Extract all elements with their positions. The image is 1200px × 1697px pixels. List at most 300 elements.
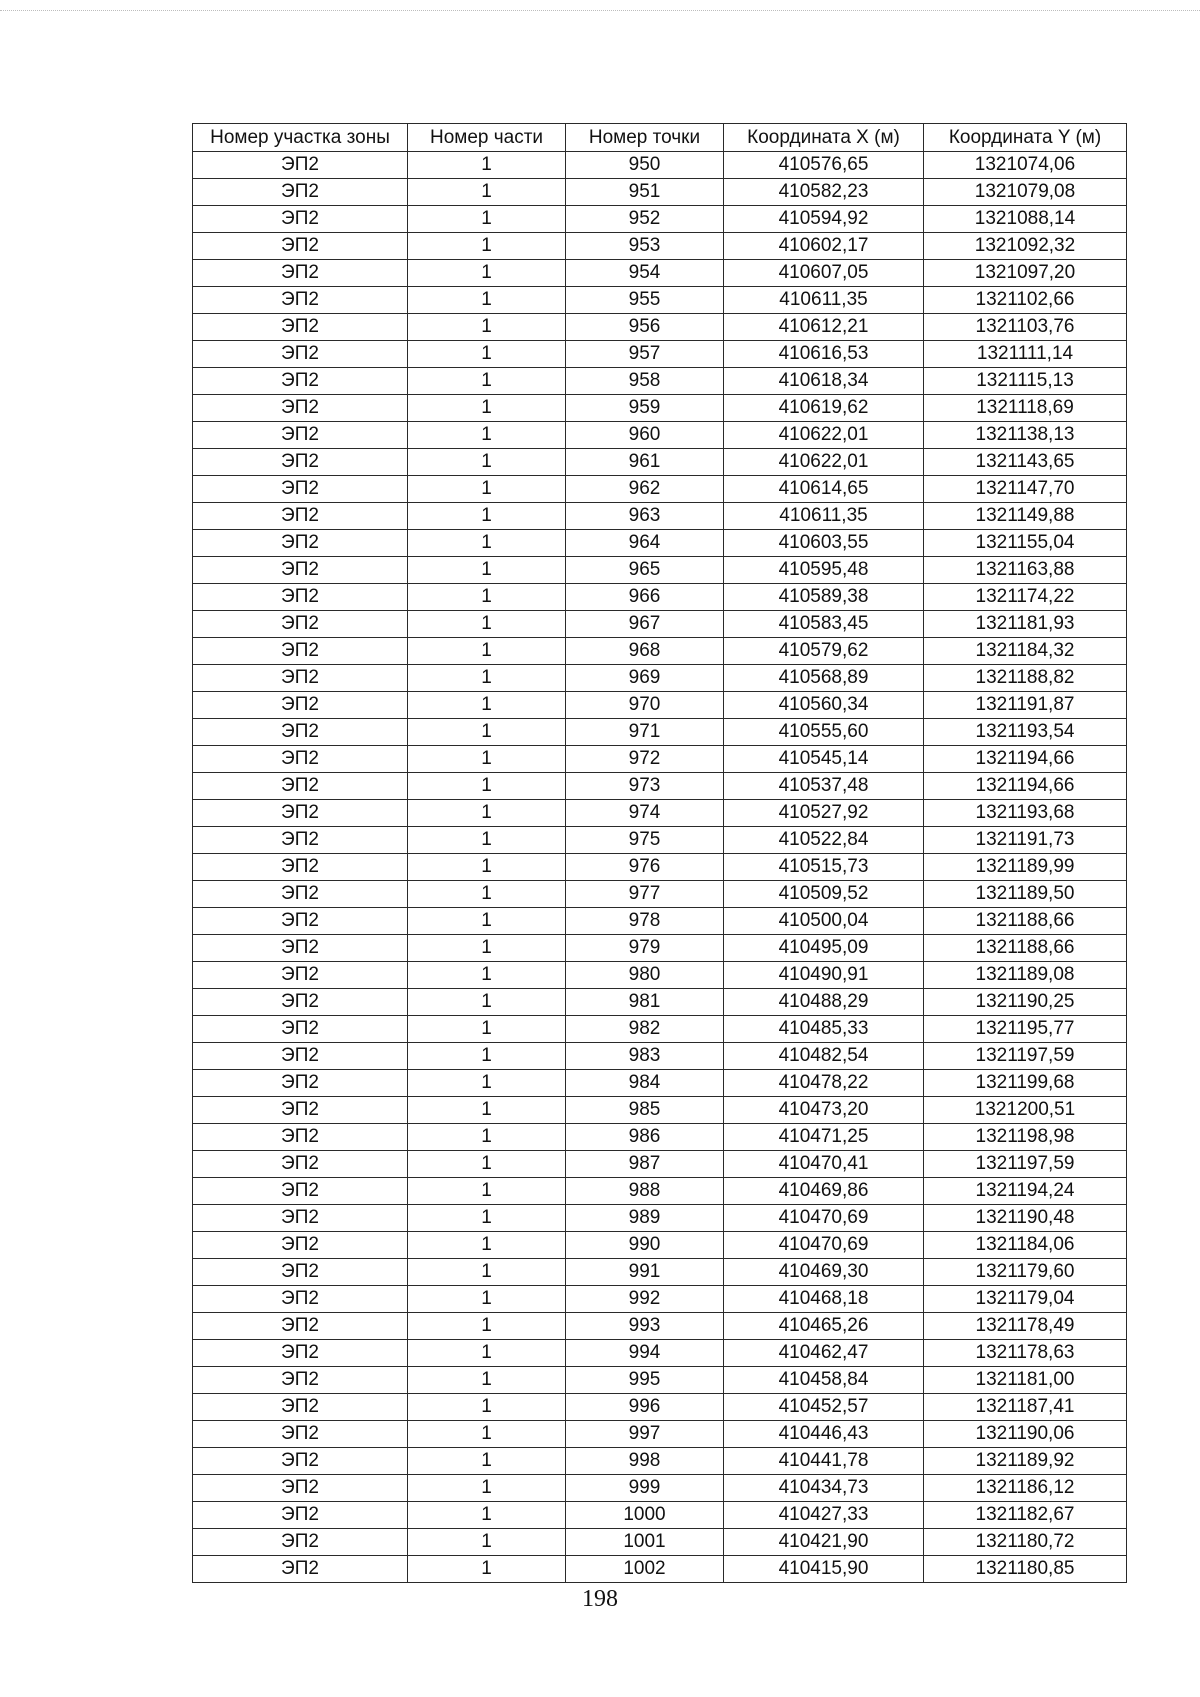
table-row bbox=[193, 1232, 1127, 1259]
zone-section-cell: ЭП2 bbox=[193, 503, 408, 530]
zone-section-cell: ЭП2 bbox=[193, 449, 408, 476]
table-row bbox=[193, 1151, 1127, 1178]
zone-section-cell: ЭП2 bbox=[193, 1313, 408, 1340]
coordinate-y-cell: 1321155,04 bbox=[924, 530, 1127, 557]
table-row bbox=[193, 1124, 1127, 1151]
coordinate-y-cell: 1321197,59 bbox=[924, 1043, 1127, 1070]
coordinate-x-cell: 410527,92 bbox=[724, 800, 924, 827]
coordinate-y-cell: 1321186,12 bbox=[924, 1475, 1127, 1502]
table-row bbox=[193, 1475, 1127, 1502]
part-number-cell: 1 bbox=[408, 422, 566, 449]
coordinate-x-cell: 410415,90 bbox=[724, 1556, 924, 1583]
table-row bbox=[193, 584, 1127, 611]
zone-section-cell: ЭП2 bbox=[193, 746, 408, 773]
point-number-cell: 999 bbox=[566, 1475, 724, 1502]
zone-section-cell: ЭП2 bbox=[193, 1367, 408, 1394]
coordinate-x-cell: 410421,90 bbox=[724, 1529, 924, 1556]
coordinate-x-cell: 410470,69 bbox=[724, 1232, 924, 1259]
coordinate-y-cell: 1321199,68 bbox=[924, 1070, 1127, 1097]
coordinate-x-cell: 410622,01 bbox=[724, 449, 924, 476]
coordinate-x-cell: 410469,30 bbox=[724, 1259, 924, 1286]
point-number-cell: 961 bbox=[566, 449, 724, 476]
zone-section-cell: ЭП2 bbox=[193, 1502, 408, 1529]
part-number-cell: 1 bbox=[408, 1313, 566, 1340]
coordinate-y-cell: 1321111,14 bbox=[924, 341, 1127, 368]
zone-section-cell: ЭП2 bbox=[193, 827, 408, 854]
point-number-cell: 970 bbox=[566, 692, 724, 719]
part-number-cell: 1 bbox=[408, 773, 566, 800]
point-number-cell: 993 bbox=[566, 1313, 724, 1340]
coordinate-y-header: Координата Y (м) bbox=[924, 124, 1127, 152]
table-row bbox=[193, 1556, 1127, 1583]
coordinate-y-cell: 1321178,63 bbox=[924, 1340, 1127, 1367]
point-number-cell: 973 bbox=[566, 773, 724, 800]
point-number-cell: 983 bbox=[566, 1043, 724, 1070]
table-row bbox=[193, 665, 1127, 692]
zone-section-cell: ЭП2 bbox=[193, 1529, 408, 1556]
coordinate-y-cell: 1321193,68 bbox=[924, 800, 1127, 827]
point-number-cell: 959 bbox=[566, 395, 724, 422]
coordinate-y-cell: 1321092,32 bbox=[924, 233, 1127, 260]
part-number-cell: 1 bbox=[408, 1151, 566, 1178]
part-number-cell: 1 bbox=[408, 1259, 566, 1286]
coordinate-x-cell: 410509,52 bbox=[724, 881, 924, 908]
point-number-cell: 971 bbox=[566, 719, 724, 746]
coordinate-x-cell: 410495,09 bbox=[724, 935, 924, 962]
part-number-cell: 1 bbox=[408, 665, 566, 692]
point-number-cell: 1001 bbox=[566, 1529, 724, 1556]
point-number-cell: 977 bbox=[566, 881, 724, 908]
coordinate-x-cell: 410603,55 bbox=[724, 530, 924, 557]
part-number-cell: 1 bbox=[408, 557, 566, 584]
scan-edge-line bbox=[0, 10, 1200, 11]
point-number-cell: 978 bbox=[566, 908, 724, 935]
zone-section-cell: ЭП2 bbox=[193, 395, 408, 422]
coordinate-x-cell: 410583,45 bbox=[724, 611, 924, 638]
coordinate-y-cell: 1321189,08 bbox=[924, 962, 1127, 989]
coordinate-x-cell: 410468,18 bbox=[724, 1286, 924, 1313]
coordinate-y-cell: 1321190,48 bbox=[924, 1205, 1127, 1232]
part-number-cell: 1 bbox=[408, 1421, 566, 1448]
coordinate-y-cell: 1321178,49 bbox=[924, 1313, 1127, 1340]
coordinate-x-cell: 410616,53 bbox=[724, 341, 924, 368]
coordinate-x-cell: 410607,05 bbox=[724, 260, 924, 287]
coordinate-x-cell: 410473,20 bbox=[724, 1097, 924, 1124]
coordinate-x-cell: 410427,33 bbox=[724, 1502, 924, 1529]
zone-section-cell: ЭП2 bbox=[193, 1124, 408, 1151]
coordinate-x-cell: 410434,73 bbox=[724, 1475, 924, 1502]
point-number-cell: 951 bbox=[566, 179, 724, 206]
table-row bbox=[193, 908, 1127, 935]
part-number-cell: 1 bbox=[408, 854, 566, 881]
zone-section-cell: ЭП2 bbox=[193, 1448, 408, 1475]
point-number-cell: 972 bbox=[566, 746, 724, 773]
coordinate-x-cell: 410515,73 bbox=[724, 854, 924, 881]
part-number-cell: 1 bbox=[408, 935, 566, 962]
coordinate-x-cell: 410595,48 bbox=[724, 557, 924, 584]
point-number-cell: 955 bbox=[566, 287, 724, 314]
table-row bbox=[193, 611, 1127, 638]
part-number-cell: 1 bbox=[408, 881, 566, 908]
table-row bbox=[193, 179, 1127, 206]
coordinate-x-cell: 410488,29 bbox=[724, 989, 924, 1016]
zone-section-cell: ЭП2 bbox=[193, 314, 408, 341]
point-number-cell: 965 bbox=[566, 557, 724, 584]
table-row bbox=[193, 1097, 1127, 1124]
coordinate-x-cell: 410537,48 bbox=[724, 773, 924, 800]
point-number-cell: 967 bbox=[566, 611, 724, 638]
table-row bbox=[193, 1286, 1127, 1313]
coordinate-y-cell: 1321181,93 bbox=[924, 611, 1127, 638]
coordinate-x-cell: 410500,04 bbox=[724, 908, 924, 935]
part-number-cell: 1 bbox=[408, 1097, 566, 1124]
zone-section-cell: ЭП2 bbox=[193, 665, 408, 692]
part-number-cell: 1 bbox=[408, 206, 566, 233]
point-number-cell: 962 bbox=[566, 476, 724, 503]
zone-section-cell: ЭП2 bbox=[193, 800, 408, 827]
coordinate-x-cell: 410478,22 bbox=[724, 1070, 924, 1097]
zone-section-cell: ЭП2 bbox=[193, 773, 408, 800]
zone-section-cell: ЭП2 bbox=[193, 1394, 408, 1421]
part-number-cell: 1 bbox=[408, 287, 566, 314]
table-row bbox=[193, 1394, 1127, 1421]
header-row bbox=[193, 124, 1127, 152]
point-number-cell: 952 bbox=[566, 206, 724, 233]
part-number-cell: 1 bbox=[408, 1502, 566, 1529]
point-number-header: Номер точки bbox=[566, 124, 724, 152]
part-number-cell: 1 bbox=[408, 1340, 566, 1367]
coordinate-y-cell: 1321190,25 bbox=[924, 989, 1127, 1016]
point-number-cell: 994 bbox=[566, 1340, 724, 1367]
coordinate-y-cell: 1321179,04 bbox=[924, 1286, 1127, 1313]
zone-section-cell: ЭП2 bbox=[193, 1205, 408, 1232]
coordinate-x-cell: 410614,65 bbox=[724, 476, 924, 503]
zone-section-cell: ЭП2 bbox=[193, 476, 408, 503]
part-number-cell: 1 bbox=[408, 611, 566, 638]
part-number-cell: 1 bbox=[408, 1286, 566, 1313]
point-number-cell: 960 bbox=[566, 422, 724, 449]
coordinate-y-cell: 1321191,87 bbox=[924, 692, 1127, 719]
part-number-cell: 1 bbox=[408, 152, 566, 179]
zone-section-cell: ЭП2 bbox=[193, 1151, 408, 1178]
table-row bbox=[193, 1448, 1127, 1475]
coordinate-x-cell: 410441,78 bbox=[724, 1448, 924, 1475]
coordinate-y-cell: 1321097,20 bbox=[924, 260, 1127, 287]
part-number-cell: 1 bbox=[408, 1529, 566, 1556]
table-row bbox=[193, 1529, 1127, 1556]
table-row bbox=[193, 449, 1127, 476]
coordinate-x-cell: 410611,35 bbox=[724, 287, 924, 314]
coordinate-y-cell: 1321174,22 bbox=[924, 584, 1127, 611]
coordinate-x-cell: 410555,60 bbox=[724, 719, 924, 746]
zone-section-cell: ЭП2 bbox=[193, 1016, 408, 1043]
coordinate-y-cell: 1321184,06 bbox=[924, 1232, 1127, 1259]
zone-section-cell: ЭП2 bbox=[193, 584, 408, 611]
coordinate-x-cell: 410470,69 bbox=[724, 1205, 924, 1232]
coordinate-y-cell: 1321190,06 bbox=[924, 1421, 1127, 1448]
table-row bbox=[193, 1178, 1127, 1205]
table-row bbox=[193, 395, 1127, 422]
point-number-cell: 989 bbox=[566, 1205, 724, 1232]
coordinate-y-cell: 1321184,32 bbox=[924, 638, 1127, 665]
coordinate-y-cell: 1321189,92 bbox=[924, 1448, 1127, 1475]
part-number-cell: 1 bbox=[408, 692, 566, 719]
table-row bbox=[193, 341, 1127, 368]
coordinate-x-cell: 410576,65 bbox=[724, 152, 924, 179]
part-number-cell: 1 bbox=[408, 1448, 566, 1475]
coordinate-x-cell: 410452,57 bbox=[724, 1394, 924, 1421]
table-row bbox=[193, 476, 1127, 503]
zone-section-cell: ЭП2 bbox=[193, 152, 408, 179]
coordinate-y-cell: 1321194,24 bbox=[924, 1178, 1127, 1205]
part-number-cell: 1 bbox=[408, 638, 566, 665]
part-number-cell: 1 bbox=[408, 1367, 566, 1394]
coordinate-y-cell: 1321188,82 bbox=[924, 665, 1127, 692]
table-row bbox=[193, 233, 1127, 260]
zone-section-cell: ЭП2 bbox=[193, 1556, 408, 1583]
part-number-cell: 1 bbox=[408, 233, 566, 260]
part-number-cell: 1 bbox=[408, 800, 566, 827]
point-number-cell: 975 bbox=[566, 827, 724, 854]
part-number-cell: 1 bbox=[408, 1205, 566, 1232]
coordinates-table bbox=[192, 123, 1127, 1583]
table-row bbox=[193, 827, 1127, 854]
coordinate-x-cell: 410545,14 bbox=[724, 746, 924, 773]
table-row bbox=[193, 962, 1127, 989]
table-row bbox=[193, 989, 1127, 1016]
coordinate-x-cell: 410622,01 bbox=[724, 422, 924, 449]
zone-section-cell: ЭП2 bbox=[193, 1232, 408, 1259]
part-number-cell: 1 bbox=[408, 503, 566, 530]
coordinate-x-cell: 410560,34 bbox=[724, 692, 924, 719]
table-row bbox=[193, 1259, 1127, 1286]
coordinate-y-cell: 1321197,59 bbox=[924, 1151, 1127, 1178]
table-row bbox=[193, 773, 1127, 800]
page-number: 198 bbox=[582, 1586, 618, 1612]
table-row bbox=[193, 719, 1127, 746]
point-number-cell: 950 bbox=[566, 152, 724, 179]
zone-section-cell: ЭП2 bbox=[193, 611, 408, 638]
table-row bbox=[193, 557, 1127, 584]
point-number-cell: 953 bbox=[566, 233, 724, 260]
part-number-cell: 1 bbox=[408, 530, 566, 557]
coordinate-y-cell: 1321149,88 bbox=[924, 503, 1127, 530]
coordinate-y-cell: 1321188,66 bbox=[924, 935, 1127, 962]
part-number-cell: 1 bbox=[408, 827, 566, 854]
coordinate-y-cell: 1321118,69 bbox=[924, 395, 1127, 422]
table-row bbox=[193, 1340, 1127, 1367]
coordinate-y-cell: 1321187,41 bbox=[924, 1394, 1127, 1421]
coordinate-x-cell: 410446,43 bbox=[724, 1421, 924, 1448]
coordinate-y-cell: 1321198,98 bbox=[924, 1124, 1127, 1151]
zone-section-cell: ЭП2 bbox=[193, 719, 408, 746]
table-row bbox=[193, 1502, 1127, 1529]
table-row bbox=[193, 1043, 1127, 1070]
point-number-cell: 1002 bbox=[566, 1556, 724, 1583]
zone-section-header: Номер участка зоны bbox=[193, 124, 408, 152]
part-number-cell: 1 bbox=[408, 1016, 566, 1043]
coordinate-y-cell: 1321138,13 bbox=[924, 422, 1127, 449]
point-number-cell: 979 bbox=[566, 935, 724, 962]
point-number-cell: 997 bbox=[566, 1421, 724, 1448]
coordinate-y-cell: 1321079,08 bbox=[924, 179, 1127, 206]
point-number-cell: 990 bbox=[566, 1232, 724, 1259]
coordinate-y-cell: 1321200,51 bbox=[924, 1097, 1127, 1124]
part-number-cell: 1 bbox=[408, 1394, 566, 1421]
part-number-cell: 1 bbox=[408, 1124, 566, 1151]
point-number-cell: 974 bbox=[566, 800, 724, 827]
table-row bbox=[193, 746, 1127, 773]
part-number-cell: 1 bbox=[408, 962, 566, 989]
zone-section-cell: ЭП2 bbox=[193, 638, 408, 665]
point-number-cell: 966 bbox=[566, 584, 724, 611]
point-number-cell: 969 bbox=[566, 665, 724, 692]
part-number-header: Номер части bbox=[408, 124, 566, 152]
coordinate-x-cell: 410490,91 bbox=[724, 962, 924, 989]
coordinate-y-cell: 1321195,77 bbox=[924, 1016, 1127, 1043]
coordinate-y-cell: 1321193,54 bbox=[924, 719, 1127, 746]
coordinate-x-cell: 410469,86 bbox=[724, 1178, 924, 1205]
point-number-cell: 996 bbox=[566, 1394, 724, 1421]
point-number-cell: 981 bbox=[566, 989, 724, 1016]
coordinate-y-cell: 1321188,66 bbox=[924, 908, 1127, 935]
table-row bbox=[193, 800, 1127, 827]
zone-section-cell: ЭП2 bbox=[193, 1286, 408, 1313]
coordinate-y-cell: 1321179,60 bbox=[924, 1259, 1127, 1286]
coordinate-y-cell: 1321143,65 bbox=[924, 449, 1127, 476]
coordinate-y-cell: 1321074,06 bbox=[924, 152, 1127, 179]
zone-section-cell: ЭП2 bbox=[193, 881, 408, 908]
point-number-cell: 982 bbox=[566, 1016, 724, 1043]
part-number-cell: 1 bbox=[408, 719, 566, 746]
coordinate-y-cell: 1321163,88 bbox=[924, 557, 1127, 584]
table-row bbox=[193, 881, 1127, 908]
coordinate-x-cell: 410471,25 bbox=[724, 1124, 924, 1151]
part-number-cell: 1 bbox=[408, 1043, 566, 1070]
table-row bbox=[193, 638, 1127, 665]
table-row bbox=[193, 1313, 1127, 1340]
point-number-cell: 1000 bbox=[566, 1502, 724, 1529]
zone-section-cell: ЭП2 bbox=[193, 1070, 408, 1097]
zone-section-cell: ЭП2 bbox=[193, 1475, 408, 1502]
table-row bbox=[193, 1016, 1127, 1043]
coordinate-x-cell: 410594,92 bbox=[724, 206, 924, 233]
coordinate-x-cell: 410582,23 bbox=[724, 179, 924, 206]
coordinate-y-cell: 1321147,70 bbox=[924, 476, 1127, 503]
zone-section-cell: ЭП2 bbox=[193, 1340, 408, 1367]
zone-section-cell: ЭП2 bbox=[193, 854, 408, 881]
zone-section-cell: ЭП2 bbox=[193, 908, 408, 935]
part-number-cell: 1 bbox=[408, 395, 566, 422]
part-number-cell: 1 bbox=[408, 449, 566, 476]
point-number-cell: 992 bbox=[566, 1286, 724, 1313]
table-row bbox=[193, 935, 1127, 962]
part-number-cell: 1 bbox=[408, 314, 566, 341]
point-number-cell: 988 bbox=[566, 1178, 724, 1205]
part-number-cell: 1 bbox=[408, 989, 566, 1016]
part-number-cell: 1 bbox=[408, 260, 566, 287]
zone-section-cell: ЭП2 bbox=[193, 1097, 408, 1124]
coordinate-y-cell: 1321103,76 bbox=[924, 314, 1127, 341]
zone-section-cell: ЭП2 bbox=[193, 935, 408, 962]
zone-section-cell: ЭП2 bbox=[193, 1178, 408, 1205]
part-number-cell: 1 bbox=[408, 179, 566, 206]
zone-section-cell: ЭП2 bbox=[193, 1259, 408, 1286]
coordinate-x-cell: 410470,41 bbox=[724, 1151, 924, 1178]
zone-section-cell: ЭП2 bbox=[193, 1421, 408, 1448]
table-row bbox=[193, 368, 1127, 395]
point-number-cell: 956 bbox=[566, 314, 724, 341]
zone-section-cell: ЭП2 bbox=[193, 260, 408, 287]
table-row bbox=[193, 206, 1127, 233]
coordinate-y-cell: 1321180,72 bbox=[924, 1529, 1127, 1556]
point-number-cell: 954 bbox=[566, 260, 724, 287]
part-number-cell: 1 bbox=[408, 1556, 566, 1583]
zone-section-cell: ЭП2 bbox=[193, 287, 408, 314]
coordinate-x-header: Координата X (м) bbox=[724, 124, 924, 152]
coordinate-x-cell: 410522,84 bbox=[724, 827, 924, 854]
coordinate-x-cell: 410589,38 bbox=[724, 584, 924, 611]
zone-section-cell: ЭП2 bbox=[193, 1043, 408, 1070]
point-number-cell: 976 bbox=[566, 854, 724, 881]
coordinate-y-cell: 1321194,66 bbox=[924, 746, 1127, 773]
zone-section-cell: ЭП2 bbox=[193, 989, 408, 1016]
coordinate-x-cell: 410612,21 bbox=[724, 314, 924, 341]
zone-section-cell: ЭП2 bbox=[193, 368, 408, 395]
zone-section-cell: ЭП2 bbox=[193, 422, 408, 449]
coordinate-y-cell: 1321115,13 bbox=[924, 368, 1127, 395]
point-number-cell: 980 bbox=[566, 962, 724, 989]
point-number-cell: 968 bbox=[566, 638, 724, 665]
table-row bbox=[193, 287, 1127, 314]
table-row bbox=[193, 1205, 1127, 1232]
part-number-cell: 1 bbox=[408, 746, 566, 773]
coordinate-x-cell: 410579,62 bbox=[724, 638, 924, 665]
point-number-cell: 995 bbox=[566, 1367, 724, 1394]
coordinate-y-cell: 1321181,00 bbox=[924, 1367, 1127, 1394]
zone-section-cell: ЭП2 bbox=[193, 233, 408, 260]
coordinate-x-cell: 410619,62 bbox=[724, 395, 924, 422]
table-row bbox=[193, 854, 1127, 881]
table-header bbox=[193, 124, 1127, 152]
zone-section-cell: ЭП2 bbox=[193, 557, 408, 584]
table-row bbox=[193, 503, 1127, 530]
coordinate-x-cell: 410602,17 bbox=[724, 233, 924, 260]
point-number-cell: 963 bbox=[566, 503, 724, 530]
coordinate-y-cell: 1321189,50 bbox=[924, 881, 1127, 908]
point-number-cell: 986 bbox=[566, 1124, 724, 1151]
coordinate-y-cell: 1321191,73 bbox=[924, 827, 1127, 854]
coordinate-y-cell: 1321194,66 bbox=[924, 773, 1127, 800]
zone-section-cell: ЭП2 bbox=[193, 206, 408, 233]
coordinate-x-cell: 410482,54 bbox=[724, 1043, 924, 1070]
zone-section-cell: ЭП2 bbox=[193, 179, 408, 206]
part-number-cell: 1 bbox=[408, 1070, 566, 1097]
point-number-cell: 985 bbox=[566, 1097, 724, 1124]
table-row bbox=[193, 530, 1127, 557]
table-row bbox=[193, 314, 1127, 341]
part-number-cell: 1 bbox=[408, 1475, 566, 1502]
coordinate-x-cell: 410611,35 bbox=[724, 503, 924, 530]
table-row bbox=[193, 1367, 1127, 1394]
coordinate-x-cell: 410462,47 bbox=[724, 1340, 924, 1367]
table-body bbox=[193, 152, 1127, 1583]
part-number-cell: 1 bbox=[408, 584, 566, 611]
coordinate-x-cell: 410618,34 bbox=[724, 368, 924, 395]
table-row bbox=[193, 1070, 1127, 1097]
coordinate-y-cell: 1321102,66 bbox=[924, 287, 1127, 314]
point-number-cell: 987 bbox=[566, 1151, 724, 1178]
